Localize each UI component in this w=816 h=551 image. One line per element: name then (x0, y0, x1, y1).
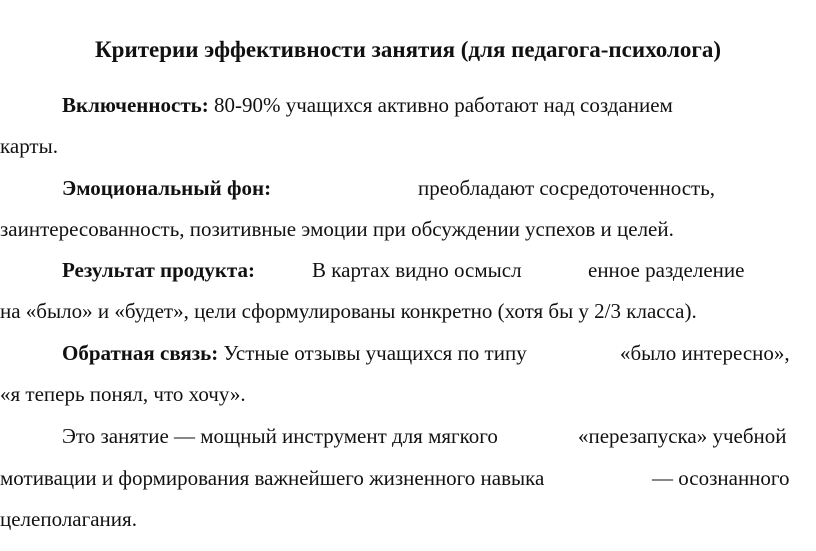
conclusion-line-2b: — осознанного (652, 466, 790, 490)
involvement-line-1 (62, 92, 673, 118)
feedback-text-a: Устные отзывы учащихся по типу (223, 341, 527, 365)
emotional-label: Эмоциональный фон: (62, 176, 272, 200)
conclusion-line-1b: «перезапуска» учебной (578, 424, 787, 448)
emotional-text: преобладают сосредоточенность, (418, 176, 716, 200)
result-line-2: на «было» и «будет», цели сформулированы конкретно (хотя бы у 2/3 класса). (0, 299, 697, 323)
document-title: Критерии эффективности занятия (для педагога-психолога) (95, 37, 721, 62)
emotional-line-1 (62, 175, 271, 201)
result-line-1 (62, 257, 255, 283)
emotional-line-2: заинтересованность, позитивные эмоции при обсуждении успехов и целей. (0, 217, 674, 241)
result-label: Результат продукта: (62, 258, 255, 282)
involvement-label: Включенность: (62, 93, 209, 117)
result-text-a: В картах видно осмысл (312, 258, 522, 282)
feedback-text-b: «было интересно», (620, 341, 790, 365)
feedback-line-1 (62, 340, 527, 366)
conclusion-line-1a: Это занятие — мощный инструмент для мягкого (62, 424, 498, 448)
feedback-line-2: «я теперь понял, что хочу». (0, 382, 246, 406)
conclusion-line-3: целеполагания. (0, 507, 137, 531)
feedback-label: Обратная связь: (62, 341, 219, 365)
involvement-text: 80-90% учащихся активно работают над созданием (213, 93, 673, 117)
conclusion-line-2a: мотивации и формирования важнейшего жизненного навыка (0, 466, 545, 490)
involvement-line-2: карты. (0, 134, 58, 158)
result-text-b: енное разделение (588, 258, 745, 282)
